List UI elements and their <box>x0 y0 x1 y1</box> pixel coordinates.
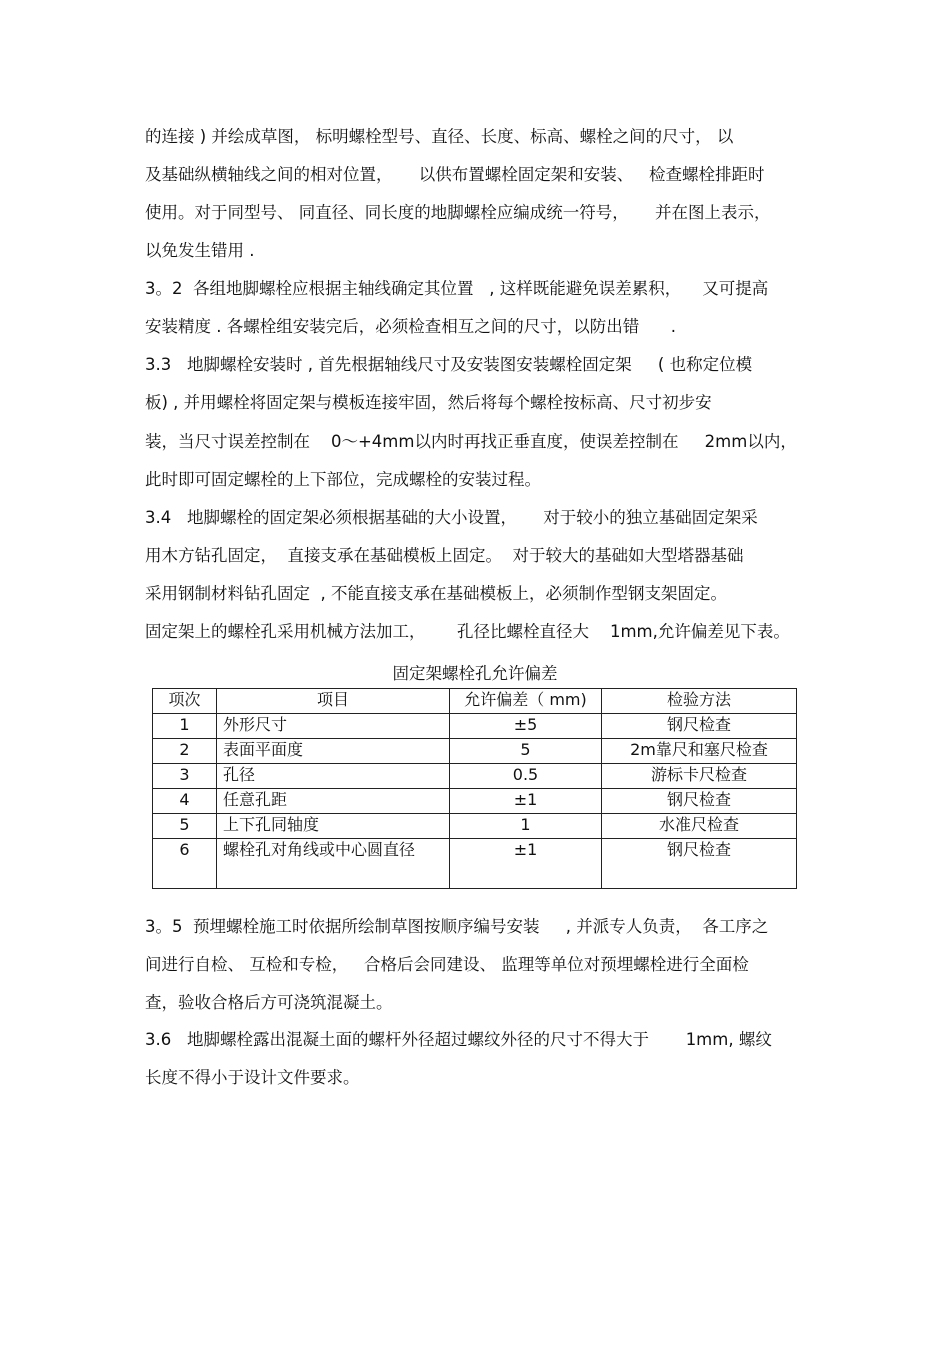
cell-no: 3 <box>153 764 217 789</box>
text-line: 查，验收合格后方可浇筑混凝土。 <box>145 993 393 1012</box>
text-line: 板) , 并用螺栓将固定架与模板连接牢固，然后将每个螺栓按标高、尺寸初步安 <box>145 393 712 412</box>
table-caption: 固定架螺栓孔允许偏差 <box>392 664 558 683</box>
cell-method: 钢尺检查 <box>602 714 797 739</box>
cell-item: 表面平面度 <box>217 739 450 764</box>
text-line: 长度不得小于设计文件要求。 <box>145 1068 360 1087</box>
table-row <box>153 764 797 789</box>
text-line: 用木方钻孔固定， 直接支承在基础模板上固定。 对于较大的基础如大型塔器基础 <box>145 546 744 565</box>
cell-item: 外形尺寸 <box>217 714 450 739</box>
cell-item: 任意孔距 <box>217 789 450 814</box>
cell-tolerance: 0.5 <box>450 764 602 789</box>
cell-method: 2m靠尺和塞尺检查 <box>602 739 797 764</box>
cell-item: 孔径 <box>217 764 450 789</box>
section-3-2-line: 3。2 各组地脚螺栓应根据主轴线确定其位置 , 这样既能避免误差累积， 又可提高 <box>145 279 769 298</box>
table-header-row <box>153 689 797 714</box>
text-line: 采用钢制材料钻孔固定 , 不能直接支承在基础模板上，必须制作型钢支架固定。 <box>145 584 727 603</box>
table-row <box>153 789 797 814</box>
cell-tolerance: ±1 <box>450 789 602 814</box>
text-line: 安装精度 . 各螺栓组安装完后，必须检查相互之间的尺寸，以防出错 . <box>145 317 676 336</box>
cell-item: 上下孔同轴度 <box>217 814 450 839</box>
cell-method: 钢尺检查 <box>602 789 797 814</box>
cell-method: 钢尺检查 <box>602 839 797 889</box>
text-line: 使用。对于同型号、 同直径、同长度的地脚螺栓应编成统一符号， 并在图上表示， <box>145 203 771 222</box>
cell-tolerance: 5 <box>450 739 602 764</box>
cell-tolerance: ±5 <box>450 714 602 739</box>
cell-no: 1 <box>153 714 217 739</box>
cell-method: 水准尺检查 <box>602 814 797 839</box>
cell-no: 4 <box>153 789 217 814</box>
text-line: 间进行自检、 互检和专检， 合格后会同建设、 监理等单位对预埋螺栓进行全面检 <box>145 955 749 974</box>
cell-no: 6 <box>153 839 217 889</box>
table-row <box>153 814 797 839</box>
text-line: 装，当尺寸误差控制在 0～+4mm以内时再找正垂直度，使误差控制在 2mm以内， <box>145 432 797 451</box>
tolerance-table <box>152 688 797 889</box>
table-row <box>153 714 797 739</box>
header-tolerance: 允许偏差（ mm) <box>450 689 602 714</box>
cell-tolerance: 1 <box>450 814 602 839</box>
text-line: 以免发生错用 . <box>145 241 255 260</box>
text-line: 及基础纵横轴线之间的相对位置， 以供布置螺栓固定架和安装、 检查螺栓排距时 <box>145 165 765 184</box>
section-3-6-line: 3.6 地脚螺栓露出混凝土面的螺杆外径超过螺纹外径的尺寸不得大于 1mm, 螺纹 <box>145 1030 772 1049</box>
cell-no: 2 <box>153 739 217 764</box>
section-3-4-line: 3.4 地脚螺栓的固定架必须根据基础的大小设置， 对于较小的独立基础固定架采 <box>145 508 758 527</box>
cell-method: 游标卡尺检查 <box>602 764 797 789</box>
cell-item: 螺栓孔对角线或中心圆直径 <box>217 839 450 889</box>
table-row <box>153 739 797 764</box>
text-line: 的连接 ) 并绘成草图， 标明螺栓型号、直径、长度、标高、螺栓之间的尺寸， 以 <box>145 127 734 146</box>
header-no: 项次 <box>153 689 217 714</box>
text-line: 固定架上的螺栓孔采用机械方法加工， 孔径比螺栓直径大 1mm,允许偏差见下表。 <box>145 622 790 641</box>
cell-tolerance: ±1 <box>450 839 602 889</box>
header-method: 检验方法 <box>602 689 797 714</box>
text-line: 此时即可固定螺栓的上下部位，完成螺栓的安装过程。 <box>145 470 541 489</box>
section-3-5-line: 3。5 预埋螺栓施工时依据所绘制草图按顺序编号安装 , 并派专人负责， 各工序之 <box>145 917 769 936</box>
table-row <box>153 839 797 889</box>
section-3-3-line: 3.3 地脚螺栓安装时 , 首先根据轴线尺寸及安装图安装螺栓固定架 ( 也称定位模 <box>145 355 753 374</box>
header-item: 项目 <box>217 689 450 714</box>
cell-no: 5 <box>153 814 217 839</box>
